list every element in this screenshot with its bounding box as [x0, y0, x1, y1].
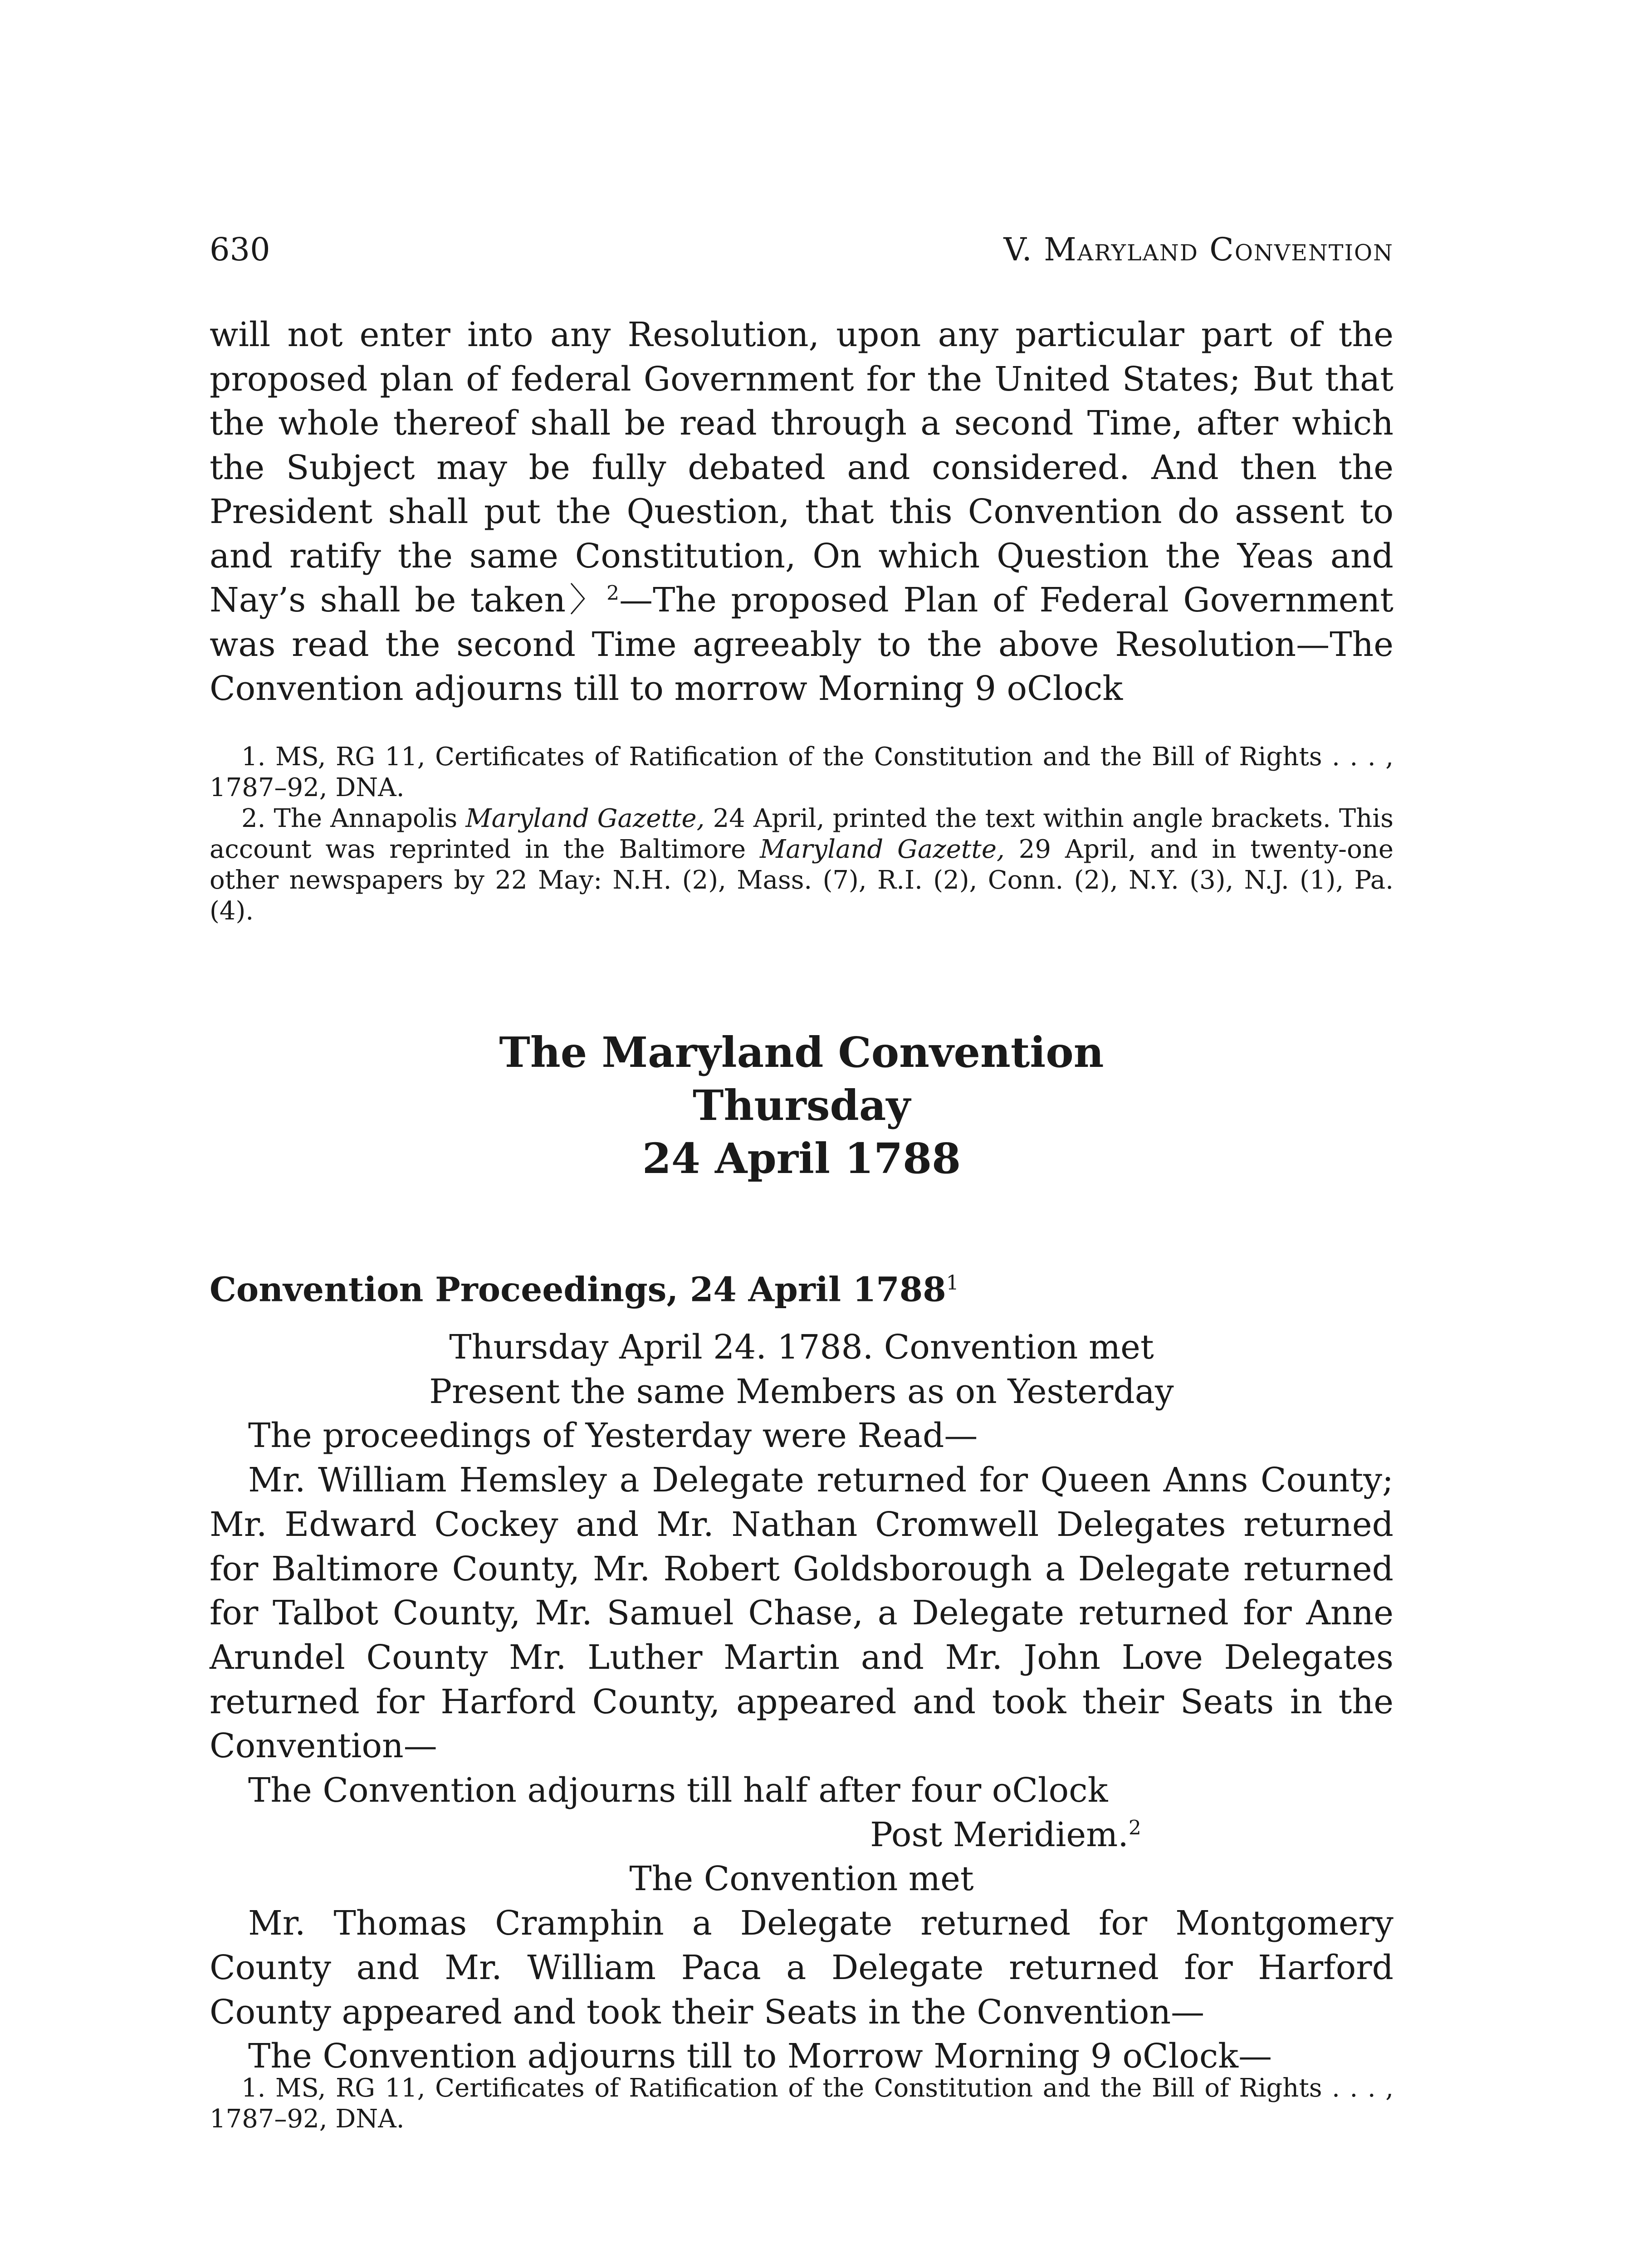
proceedings-line-2: Present the same Members as on Yesterday	[429, 1372, 1174, 1411]
proceedings-line-7: The Convention adjourns till to Morrow Morning 9 oClock—	[248, 2037, 1272, 2076]
proceedings-line-6: The Convention met	[629, 1859, 974, 1899]
proceedings-line-1: Thursday April 24. 1788. Convention met	[449, 1328, 1154, 1367]
proceedings-line-4: The Convention adjourns till half after four oClock	[248, 1771, 1108, 1810]
footnote-ref-2: 2	[606, 582, 620, 605]
proceedings-paragraph-1: Mr. William Hemsley a Delegate returned for Queen Anns County; Mr. Edward Cockey and Mr. Nathan Cromwell Delegates returned for Baltimore County, Mr. Robert Goldsborough a Delegate returned for Talbot County, Mr. Samuel Chase, a Delegate returned for Anne Arundel County Mr. Luther Martin and Mr. John Love Delegates returned for Harford County, appeared and took their Seats in the Convention—	[210, 1461, 1393, 1766]
top-paragraph-text-cont: —The proposed Plan of Federal Government was read the second Time agreeably to the above Resolution—The Convention adjourns till to morrow Morning 9 oClock	[210, 581, 1393, 708]
subheading-footnote-ref: 1	[946, 1271, 959, 1295]
proceedings-line-5: Post Meridiem.$^2$	[870, 1815, 1141, 1854]
section-heading	[210, 1026, 1393, 1185]
footnote-2: 2. The Annapolis Maryland Gazette, 24 April, printed the text within angle brackets. This account was reprinted in the Baltimore Maryland Gazette, 29 April, and in twenty-one other newspapers by 22 May: N.H. (2), Mass. (7), R.I. (2), Conn. (2), N.Y. (3), N.J. (1), Pa. (4).	[210, 804, 1394, 926]
proceedings-line-3: The proceedings of Yesterday were Read—	[248, 1416, 978, 1456]
proceedings-paragraph-2: Mr. Thomas Cramphin a Delegate returned for Montgomery County and Mr. William Paca a Delegate returned for Harford County appeared and took their Seats in the Convention—	[210, 1904, 1393, 2032]
footnotes-bottom	[210, 2073, 1393, 2135]
top-paragraph	[210, 313, 1393, 711]
running-title: V. Maryland Convention	[1003, 231, 1393, 268]
subheading-text: Convention Proceedings, 24 April 1788	[210, 1270, 946, 1310]
section-heading-line2: Thursday	[693, 1081, 910, 1130]
top-paragraph-text: will not enter into any Resolution, upon any particular part of the proposed plan of federal Government for the United States; But that the whole thereof shall be read through a second Time, after which the Subject may be fully debated and considered. And then the President shall put the Question, that this Convention do assent to and ratify the same Constitution, On which Question the Yeas and Nay’s shall be taken〉	[210, 315, 1393, 620]
section-heading-line1: The Maryland Convention	[499, 1028, 1104, 1077]
footnote-bottom-1: 1. MS, RG 11, Certificates of Ratification of the Constitution and the Bill of Rights . . . , 1787–92, DNA.	[210, 2073, 1393, 2134]
footnote-1: 1. MS, RG 11, Certificates of Ratification of the Constitution and the Bill of Rights . . . , 1787–92, DNA.	[210, 742, 1393, 802]
footnote-ref-2b: 2	[1128, 1816, 1141, 1840]
section-heading-line3: 24 April 1788	[642, 1134, 961, 1183]
proceedings	[210, 1325, 1393, 2079]
footnotes-top	[210, 742, 1393, 927]
subheading	[210, 1261, 1393, 1312]
page-number: 630	[210, 231, 270, 268]
